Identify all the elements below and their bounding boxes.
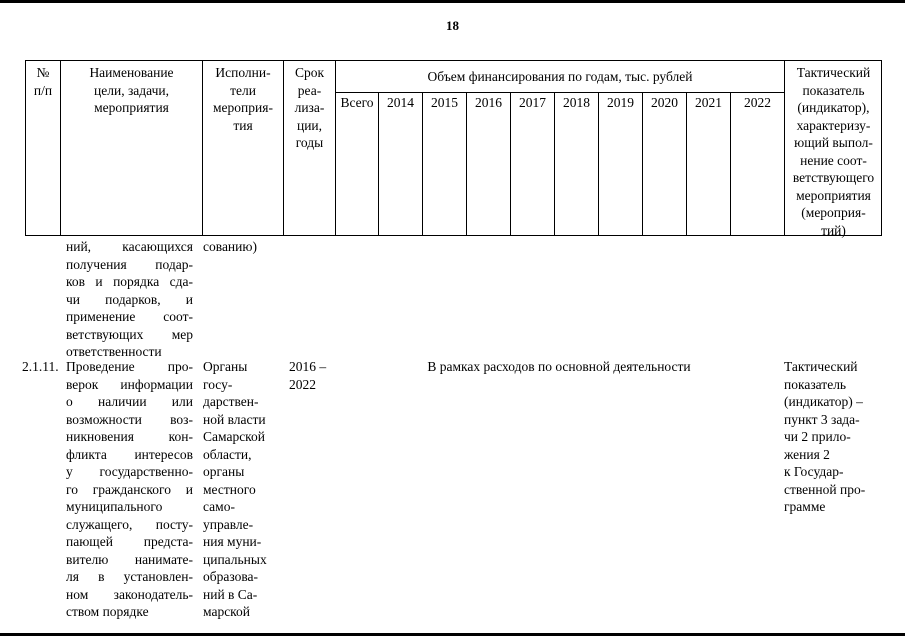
page-number: 18 xyxy=(446,18,459,33)
top-rule xyxy=(0,0,905,3)
year-divider xyxy=(642,92,643,235)
row-term: 2016 – 2022 xyxy=(289,359,327,392)
row-financing: В рамках расходов по основной деятельности xyxy=(427,359,691,374)
header-year: 2019 xyxy=(607,95,634,110)
header-year: 2014 xyxy=(387,95,414,110)
header-indicator: Тактический показатель (индикатор), характеризу- ющий выпол- нение соот- ветствующего мероприятия (мероприя- тий) xyxy=(792,65,875,238)
header-year: 2022 xyxy=(744,95,771,110)
year-divider xyxy=(378,92,379,235)
row-number: 2.1.11. xyxy=(22,359,59,374)
bottom-rule xyxy=(0,633,905,636)
header-financing-title: Объем финансирования по годам, тыс. рублей xyxy=(427,69,693,84)
year-divider xyxy=(730,92,731,235)
row-indicator: Тактический показатель (индикатор) – пункт 3 зада- чи 2 прило- жения 2 к Государ- ственной про- грамме xyxy=(784,359,866,514)
year-divider xyxy=(510,92,511,235)
row-name: Проведение про- верок информации о наличии или возможности воз- никновения кон- фликта интересов у государственно- го гражданского и муниципального служащего, посту- пающей предста- вителю нанимате- ля в установлен- ном законодатель- ством порядке xyxy=(66,359,193,619)
col-divider xyxy=(335,61,336,235)
header-num: № п/п xyxy=(33,65,53,98)
year-divider xyxy=(422,92,423,235)
header-year: 2016 xyxy=(475,95,502,110)
header-year: 2017 xyxy=(519,95,546,110)
year-divider xyxy=(554,92,555,235)
year-divider xyxy=(598,92,599,235)
header-term: Срок реа- лиза- ции, годы xyxy=(294,65,325,150)
year-divider xyxy=(466,92,467,235)
header-year: 2020 xyxy=(651,95,678,110)
continued-row-executor: сованию) xyxy=(203,239,257,254)
row-executors: Органы госу- дарствен- ной власти Самарской области, органы местного само- управле- ния муни- ципальных образова- ний в Са- марской xyxy=(203,359,267,619)
header-year: 2018 xyxy=(563,95,590,110)
continued-row-name: ний, касающихся получения подар- ков и порядка сда- чи подарков, и применение соот- ветствующих мер ответственности xyxy=(66,239,193,359)
header-year: 2015 xyxy=(431,95,458,110)
year-divider xyxy=(686,92,687,235)
table-header xyxy=(25,60,882,236)
header-year-total: Всего xyxy=(340,95,374,110)
header-name: Наименование цели, задачи, мероприятия xyxy=(89,65,174,115)
financing-subheader-line xyxy=(335,92,784,93)
header-executors: Исполни- тели мероприя- тия xyxy=(213,65,273,133)
header-year: 2021 xyxy=(695,95,722,110)
